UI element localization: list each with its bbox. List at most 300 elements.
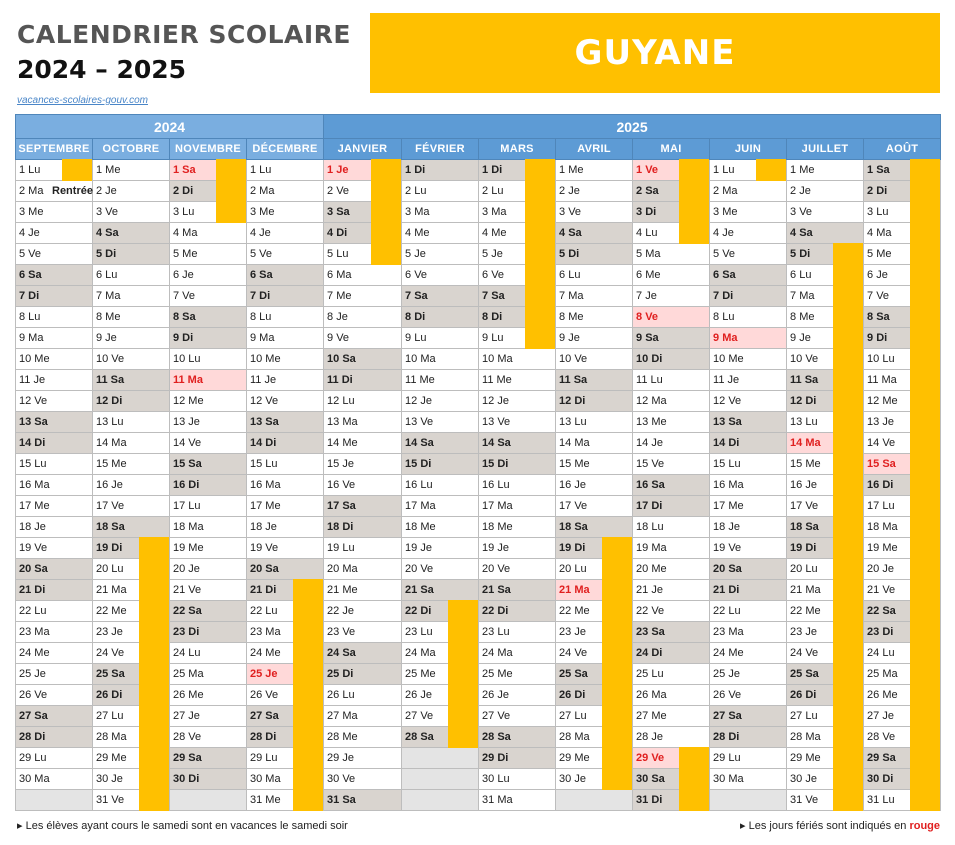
year-header-2025: 2025 [324,115,941,139]
day-cell [556,601,633,622]
vacation-marker [910,411,940,433]
day-label: 3 Di [636,206,657,218]
vacation-marker [910,642,940,664]
day-cell [247,559,324,580]
day-cell [170,643,247,664]
day-label: 2 Ma [19,185,44,197]
page-title: CALENDRIER SCOLAIRE [17,20,351,49]
day-label: 24 Me [250,647,281,659]
day-cell [710,475,787,496]
day-cell [16,622,93,643]
day-cell [247,769,324,790]
day-label: 15 Sa [173,458,202,470]
day-label: 11 Sa [790,374,819,386]
day-label: 25 Lu [636,668,664,680]
day-cell [864,622,941,643]
month-header: JUILLET [787,139,864,160]
day-label: 24 Ma [405,647,436,659]
day-label: 29 Ve [636,752,665,764]
vacation-marker [833,390,863,412]
day-cell [633,349,710,370]
day-cell [556,412,633,433]
vacation-marker [62,159,92,181]
day-label: 3 Ve [559,206,582,218]
day-cell [170,685,247,706]
day-label: 6 Lu [790,269,812,281]
day-label: 8 Lu [19,311,41,323]
month-header: AVRIL [556,139,633,160]
day-cell [402,538,479,559]
day-label: 15 Me [790,458,821,470]
day-cell [16,454,93,475]
day-label: 18 Ma [867,521,898,533]
day-cell [324,643,402,664]
day-label: 18 Je [713,521,740,533]
day-label: 22 Di [405,605,432,617]
day-cell [787,790,864,811]
day-cell [787,475,864,496]
month-header: MARS [479,139,556,160]
day-label: 10 Me [19,353,50,365]
day-label: 23 Lu [405,626,433,638]
day-label: 3 Me [713,206,738,218]
day-label: 22 Sa [867,605,896,617]
day-cell [864,580,941,601]
vacation-marker [216,201,246,223]
day-label: 25 Ma [173,668,204,680]
day-label: 5 Me [173,248,198,260]
day-cell [633,580,710,601]
day-label: 16 Lu [482,479,510,491]
day-label: 1 Sa [173,164,196,176]
day-label: 24 Ve [790,647,819,659]
day-label: 18 Di [327,521,354,533]
vacation-marker [525,180,555,202]
day-cell [402,370,479,391]
day-label: 27 Ve [405,710,434,722]
day-cell [247,370,324,391]
vacation-marker [833,558,863,580]
day-cell [16,328,93,349]
vacation-marker [910,159,940,181]
day-cell [247,349,324,370]
day-label: 5 Me [867,248,892,260]
day-label: 21 Sa [405,584,434,596]
day-cell [787,685,864,706]
day-label: 23 Ma [250,626,281,638]
day-cell [324,475,402,496]
day-label: 25 Sa [790,668,819,680]
day-label: 28 Ma [559,731,590,743]
day-cell [93,769,170,790]
day-cell [93,643,170,664]
day-label: 18 Lu [636,521,664,533]
vacation-marker [293,621,323,643]
day-label: 3 Ve [96,206,119,218]
day-cell [324,349,402,370]
vacation-marker [910,390,940,412]
vacation-marker [216,159,246,181]
vacation-marker [448,726,478,748]
day-label: 11 Sa [559,374,588,386]
vacation-marker [833,579,863,601]
day-cell [170,265,247,286]
day-label: 4 Lu [636,227,658,239]
day-label: 5 Ma [636,248,661,260]
day-label: 28 Me [327,731,358,743]
day-cell [402,223,479,244]
day-label: 8 Me [559,311,584,323]
empty-cell [16,790,93,811]
day-cell [710,202,787,223]
day-cell [864,307,941,328]
day-label: 9 Je [559,332,580,344]
day-cell [93,265,170,286]
day-cell [556,517,633,538]
day-label: 24 Lu [867,647,895,659]
day-cell [324,160,402,181]
day-cell [170,727,247,748]
vacation-marker [371,222,401,244]
day-label: 7 Je [636,290,657,302]
day-label: 19 Je [482,542,509,554]
day-cell [16,559,93,580]
day-label: 5 Di [96,248,117,260]
vacation-marker [833,411,863,433]
day-cell [402,517,479,538]
day-label: 22 Me [790,605,821,617]
source-link[interactable]: vacances-scolaires-gouv.com [17,95,148,106]
day-cell [633,391,710,412]
day-label: 28 Sa [482,731,511,743]
day-label: 20 Ma [327,563,358,575]
day-cell [402,454,479,475]
day-cell [710,454,787,475]
vacation-marker [679,768,709,790]
day-cell [710,328,787,349]
vacation-marker [139,789,169,811]
day-cell [479,349,556,370]
day-cell [787,370,864,391]
day-label: 3 Ma [482,206,507,218]
day-cell [556,160,633,181]
day-cell [16,538,93,559]
day-label: 23 Ma [713,626,744,638]
day-cell [402,664,479,685]
day-cell [787,664,864,685]
day-label: 23 Sa [636,626,665,638]
day-label: 21 Sa [482,584,511,596]
day-label: 8 Sa [173,311,196,323]
day-cell [479,622,556,643]
day-cell [324,412,402,433]
day-cell [787,223,864,244]
vacation-marker [833,264,863,286]
day-label: 2 Lu [482,185,504,197]
day-cell [402,391,479,412]
day-cell [479,475,556,496]
arrow-right-icon: ▸ [17,820,23,832]
day-cell [170,454,247,475]
day-cell [633,244,710,265]
day-label: 8 Lu [250,311,272,323]
day-label: 13 Sa [19,416,48,428]
vacation-marker [910,705,940,727]
day-cell [633,433,710,454]
day-label: 7 Ma [96,290,121,302]
empty-cell [170,790,247,811]
day-cell [556,622,633,643]
day-label: 18 Sa [96,521,125,533]
day-cell [479,160,556,181]
vacation-marker [602,579,632,601]
day-cell [93,685,170,706]
day-label: 27 Lu [96,710,124,722]
day-cell [93,160,170,181]
vacation-marker [679,201,709,223]
vacation-marker [910,558,940,580]
day-cell [633,748,710,769]
day-label: 27 Me [636,710,667,722]
day-label: 13 Sa [250,416,279,428]
day-cell [16,349,93,370]
vacation-marker [833,642,863,664]
day-cell [787,307,864,328]
day-label: 28 Di [19,731,46,743]
day-label: 2 Je [559,185,580,197]
day-cell [247,475,324,496]
day-label: 13 Me [636,416,667,428]
day-cell [633,223,710,244]
day-label: 9 Ma [250,332,275,344]
day-label: 6 Ve [405,269,428,281]
vacation-marker [910,789,940,811]
day-label: 31 Lu [867,794,895,806]
day-cell [479,706,556,727]
day-cell [170,412,247,433]
day-label: 25 Je [250,668,278,680]
day-cell [93,412,170,433]
day-cell [864,601,941,622]
day-label: 30 Di [173,773,200,785]
day-cell [864,748,941,769]
day-label: 24 Lu [173,647,201,659]
day-label: 12 Ve [713,395,742,407]
day-cell [170,559,247,580]
day-cell [787,412,864,433]
day-label: 18 Sa [559,521,588,533]
day-label: 15 Di [482,458,509,470]
day-cell [710,601,787,622]
day-cell [479,559,556,580]
vacation-marker [679,747,709,769]
day-cell [93,286,170,307]
day-label: 19 Je [405,542,432,554]
day-cell [324,433,402,454]
vacation-marker [833,747,863,769]
vacation-marker [293,579,323,601]
vacation-marker [448,705,478,727]
vacation-marker [910,222,940,244]
day-label: 29 Sa [173,752,202,764]
vacation-marker [833,453,863,475]
arrow-right-icon: ▸ [740,820,746,832]
day-label: 8 Sa [867,311,890,323]
day-label: 23 Lu [482,626,510,638]
day-label: 4 Me [482,227,507,239]
day-label: 22 Lu [250,605,278,617]
day-cell [864,370,941,391]
day-label: 3 Me [250,206,275,218]
day-label: 5 Di [790,248,811,260]
day-label: 20 Sa [713,563,742,575]
day-cell [247,391,324,412]
day-label: 6 Je [867,269,888,281]
day-cell [16,664,93,685]
day-cell [479,412,556,433]
vacation-marker [679,222,709,244]
day-cell [787,391,864,412]
day-label: 9 Ma [713,332,738,344]
vacation-marker [833,705,863,727]
footer-note-holidays: ▸ Les jours fériés sont indiqués en rouge [740,820,940,832]
day-label: 21 Di [19,584,46,596]
day-cell [864,349,941,370]
day-label: 2 Je [790,185,811,197]
empty-cell [710,790,787,811]
vacation-marker [833,348,863,370]
vacation-marker [216,180,246,202]
day-cell [787,538,864,559]
day-label: 22 Me [559,605,590,617]
day-label: 26 Di [790,689,817,701]
day-label: 15 Sa [867,458,896,470]
day-label: 1 Lu [250,164,272,176]
day-label: 9 Sa [636,332,659,344]
day-label: 18 Je [250,521,277,533]
day-cell [170,748,247,769]
day-cell [170,286,247,307]
day-cell [556,664,633,685]
day-cell [479,265,556,286]
day-cell [16,181,93,202]
vacation-marker [139,579,169,601]
day-label: 26 Je [482,689,509,701]
day-label: 17 Lu [867,500,895,512]
day-cell [93,622,170,643]
day-cell [787,769,864,790]
day-cell [787,328,864,349]
day-label: 3 Lu [867,206,889,218]
day-cell [787,202,864,223]
day-label: 21 Ma [790,584,821,596]
day-label: 31 Ve [790,794,819,806]
day-label: 25 Ma [867,668,898,680]
day-cell [402,559,479,580]
day-label: 7 Di [713,290,734,302]
day-label: 2 Lu [405,185,427,197]
day-label: 12 Di [790,395,817,407]
day-cell [16,769,93,790]
day-cell [247,685,324,706]
day-cell [556,454,633,475]
day-label: 5 Ve [713,248,736,260]
day-label: 13 Je [173,416,200,428]
day-label: 17 Me [250,500,281,512]
day-label: 11 Je [713,374,740,386]
day-cell [16,223,93,244]
day-cell [402,286,479,307]
day-label: 21 Di [250,584,277,596]
day-cell [787,580,864,601]
day-label: 2 Ma [250,185,275,197]
day-cell [556,307,633,328]
day-label: 14 Ve [867,437,896,449]
vacation-marker [833,285,863,307]
day-cell [479,517,556,538]
day-cell [479,496,556,517]
day-cell [93,727,170,748]
day-label: 26 Ma [636,689,667,701]
day-label: 12 Lu [327,395,355,407]
day-cell [402,181,479,202]
day-cell [170,349,247,370]
day-label: 17 Ma [482,500,513,512]
day-cell [787,706,864,727]
day-label: 23 Je [96,626,123,638]
day-label: 23 Je [790,626,817,638]
day-cell [324,223,402,244]
day-cell [479,202,556,223]
day-label: 5 Lu [327,248,349,260]
day-label: 15 Lu [250,458,278,470]
day-label: 12 Ma [636,395,667,407]
day-label: 20 Je [867,563,894,575]
vacation-marker [910,537,940,559]
day-cell [710,391,787,412]
vacation-marker [448,600,478,622]
day-cell [324,286,402,307]
day-cell [710,769,787,790]
day-cell [864,412,941,433]
day-cell [324,790,402,811]
day-label: 10 Ve [559,353,588,365]
vacation-marker [293,747,323,769]
day-label: 21 Ve [173,584,202,596]
day-label: 10 Ma [405,353,436,365]
day-label: 22 Sa [173,605,202,617]
day-cell [16,307,93,328]
day-label: 30 Di [867,773,894,785]
day-cell [633,370,710,391]
day-cell [710,286,787,307]
vacation-marker [525,222,555,244]
day-cell [479,433,556,454]
vacation-marker [833,369,863,391]
day-label: 6 Lu [559,269,581,281]
vacation-marker [833,726,863,748]
day-label: 14 Di [250,437,277,449]
day-label: 19 Ma [636,542,667,554]
day-label: 17 Ma [405,500,436,512]
day-label: 15 Di [405,458,432,470]
vacation-marker [371,159,401,181]
day-cell [247,580,324,601]
day-label: 27 Ma [327,710,358,722]
day-cell [247,601,324,622]
day-label: 17 Sa [327,500,356,512]
day-label: 21 Ma [559,584,590,596]
